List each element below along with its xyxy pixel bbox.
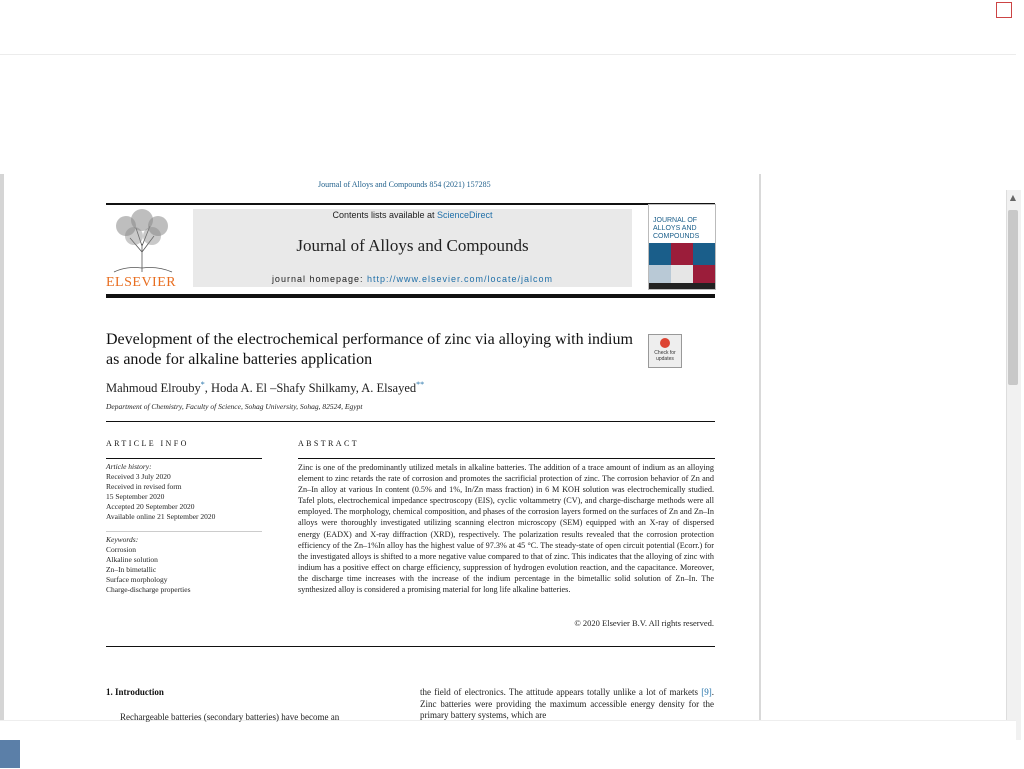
abstract-heading: ABSTRACT [298,439,359,448]
keyword: Charge-discharge properties [106,585,191,594]
history-item: Available online 21 September 2020 [106,512,216,521]
sciencedirect-link[interactable]: ScienceDirect [437,210,493,220]
article-title: Development of the electrochemical performance of zinc via alloying with indium as anode for alkaline batteries application [106,331,633,368]
keywords-label: Keywords: [106,535,139,544]
intro-right-text-1: the field of electronics. The attitude appears totally unlike a lot of markets [420,687,702,697]
left-edge [0,174,4,768]
page-right-edge [759,174,761,720]
article-history [106,462,266,522]
author-1-mark[interactable]: * [200,380,205,389]
toolbar-divider [0,54,1016,55]
contents-line [193,210,632,220]
intro-left-column: Rechargeable batteries (secondary batteries) have become an [120,712,340,722]
history-item: 15 September 2020 [106,492,165,501]
keywords-rule [106,531,262,532]
keyword: Corrosion [106,545,136,554]
affiliation: Department of Chemistry, Faculty of Science, Sohag University, Sohag, 82524, Egypt [106,402,363,411]
keyword: Zn–In bimetallic [106,565,157,574]
cover-pattern [649,243,715,289]
history-item: Received 3 July 2020 [106,472,171,481]
abstract-text: Zinc is one of the predominantly utilized metals in alkaline batteries. The addition of a trace amount of indium as an alloying element to zinc retards the rate of corrosion and promotes the sacrificial protection of zinc. The corrosion behavior of Zn and Zn–In alloy at various In content (0.5% and 1%, In/Zn mass fraction) in 6 M KOH solution was electrochemically studied. Tafel plots, electrochemical impedance spectroscopy (EIS), cyclic voltammetry (CV), and charge-discharge methods were all employed. The morphology, chemical composition, and phases of the corrosion layers formed on the surfaces of Zn and Zn–In alloys were thoroughly investigated utilizing scanning electron microscopy (SEM) equipped with an X-ray of dispersed energy (EADX) and X-ray diffraction (XRD), respectively. The polarization results revealed that the corrosion protection efficiency of the Zn–1%In alloy has the highest value of 97.3% at 45 °C. The steady-state of open circuit potential (Ecorr.) for the investigated alloys is shifted to a more negative value compared to that of zinc. This indicates that the alloying of zinc with indium has a positive effect on charge efficiency, suppression of hydrogen evolution reaction, and the capacitance. Moreover, the discharge time increases with the increase of the indium percentage in the bimetallic solid solution of Zn–In. The synthesized alloy is considered a promising material for long life alkaline batteries. [298,463,714,595]
check-for-updates-badge[interactable] [648,334,682,368]
window-close-button[interactable] [996,2,1012,18]
history-item: Received in revised form [106,482,182,491]
authors-line [106,380,424,396]
homepage-line [193,274,632,284]
cover-title-line-3: COMPOUNDS [653,233,700,240]
viewer-toolbar [0,0,1016,109]
viewer-bottom-margin [0,720,1016,769]
journal-title: Journal of Alloys and Compounds [296,236,529,255]
header-rule-bottom [106,294,715,298]
keyword: Surface morphology [106,575,168,584]
abstract-rule [298,458,715,459]
history-label: Article history: [106,462,152,471]
history-item: Accepted 20 September 2020 [106,502,195,511]
keyword: Alkaline solution [106,555,158,564]
journal-cover-thumbnail [648,204,716,290]
journal-reference[interactable]: Journal of Alloys and Compounds 854 (2021) 157285 [318,180,491,189]
homepage-prefix: journal homepage: [271,274,367,284]
cover-title-line-1: JOURNAL OF [653,217,698,224]
update-icon [660,338,670,348]
homepage-link[interactable]: http://www.elsevier.com/locate/jalcom [367,274,554,284]
taskbar-fragment [0,740,20,768]
elsevier-wordmark: ELSEVIER [106,275,177,290]
author-1[interactable]: Mahmoud Elrouby [106,381,201,396]
cover-title-line-2: ALLOYS AND [653,225,697,232]
intro-right-text-2: . Zinc batteries were providing the maximum accessible energy density for the primary battery systems, which are [420,687,714,721]
pdf-page [100,174,720,720]
header-rule-top [106,203,715,205]
cover-title [653,217,699,241]
check-updates-label: Check for updates [654,350,676,362]
article-info-heading: ARTICLE INFO [106,439,189,448]
author-3-mark[interactable]: ** [416,380,425,389]
introduction-heading: 1. Introduction [106,687,164,697]
keywords-block [106,535,266,595]
scrollbar-thumb[interactable] [1008,210,1018,385]
citation-link[interactable]: [9] [701,687,712,697]
copyright-notice: © 2020 Elsevier B.V. All rights reserved. [574,618,714,628]
viewer-top-margin [0,108,1016,174]
scroll-up-arrow-icon[interactable]: ▲ [1009,193,1017,202]
intro-right-column [420,687,714,722]
article-info-rule [106,458,262,459]
contents-prefix: Contents lists available at [332,210,438,220]
divider-rule [106,421,715,422]
journal-banner [193,209,632,287]
authors-rest[interactable]: , Hoda A. El –Shafy Shilkamy, A. Elsayed [204,381,417,396]
divider-rule-lower [106,646,715,647]
